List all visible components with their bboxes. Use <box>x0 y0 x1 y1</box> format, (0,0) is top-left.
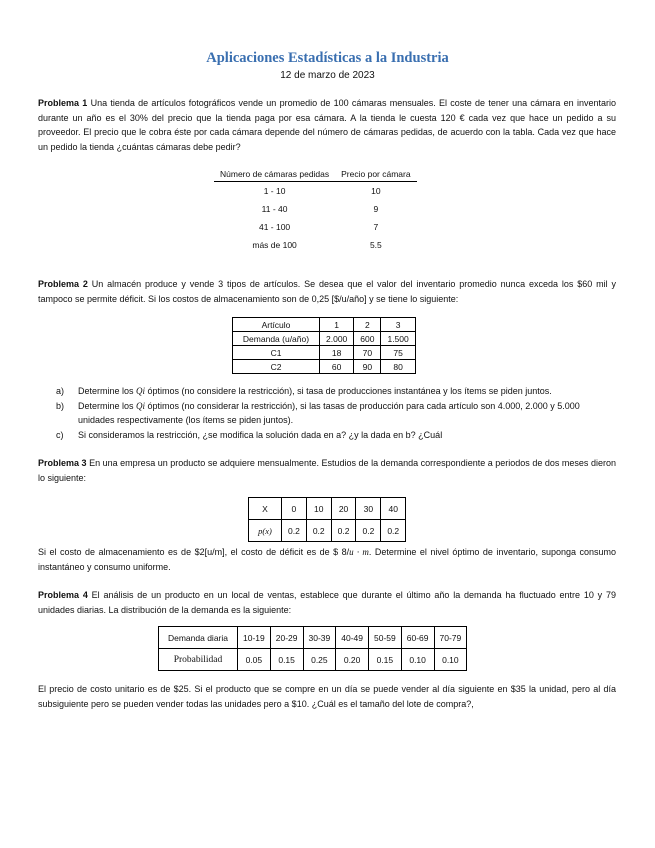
table-cell: 30 <box>356 498 381 520</box>
problem-3-label: Problema 3 <box>38 458 87 468</box>
table-cell: p(x) <box>249 520 282 542</box>
table-cell: 30-39 <box>303 627 336 649</box>
table-row <box>159 627 467 649</box>
problem-4-text <box>38 588 616 617</box>
table-cell: 0.10 <box>401 649 434 671</box>
problem-1-body: Una tienda de artículos fotográficos vende un promedio de 100 cámaras mensuales. El coste de tener una cámara en inventario durante un año es el 30% del precio que la tienda paga por esa cámara. A la tienda le cuesta 120 € cada vez que hace un pedido a su proveedor. El precio que le cobra éste por cada cámara depende del número de cámaras pedidas, de acuerdo con la tabla. Cada vez que hace un pedido la tienda ¿cuántas cámaras debe pedir? <box>38 98 616 152</box>
table-cell: 10 <box>306 498 331 520</box>
list-item <box>56 399 616 428</box>
table-cell: 41 - 100 <box>258 222 291 232</box>
table-row <box>233 332 416 346</box>
problem-3-after <box>38 545 616 574</box>
problem-4-after: El precio de costo unitario es de $25. Si el producto que se compre en un día se puede vender al día siguiente en $35 la unidad, pero al día subsiguiente pero se pueden vender todas las unidades pero a $10. ¿Cuál es el tamaño del lote de compra?, <box>38 684 616 709</box>
table-cell: 0.2 <box>356 520 381 542</box>
table-cell: 1 - 10 <box>263 186 286 196</box>
table-cell: 70-79 <box>434 627 467 649</box>
paragraph-text: Si el costo de almacenamiento es de $2[u/m], el costo de déficit es de $ 8/ <box>38 547 350 557</box>
problem-3-text <box>38 456 616 485</box>
table-cell: 20 <box>331 498 356 520</box>
table-cell: 10-19 <box>238 627 271 649</box>
list-item-text: óptimos (no considerar la restricción), si las tasas de producción para cada artículo son 4.000, 2.000 y 5.000 unidades respectivamente (los ítems se piden juntos). <box>78 400 580 425</box>
list-item-text: Determine los <box>78 400 137 411</box>
table-cell: 70 <box>354 346 381 360</box>
table-cell: 0.15 <box>369 649 402 671</box>
table-cell: C1 <box>233 346 320 360</box>
problem-4-body: El análisis de un producto en un local de ventas, establece que durante el último año la demanda ha fluctuado entre 10 y 79 unidades diarias. La distribución de la demanda es la siguiente: <box>38 590 616 615</box>
table-cell: 0 <box>282 498 307 520</box>
table-cell: 0.2 <box>282 520 307 542</box>
table-cell: 20-29 <box>270 627 303 649</box>
table-cell: 0.05 <box>238 649 271 671</box>
table-cell: 75 <box>381 346 415 360</box>
table-cell: 40 <box>381 498 406 520</box>
table-row <box>214 200 417 218</box>
problem-1-label: Problema 1 <box>38 98 88 108</box>
list-item-text: óptimos (no considere la restricción), si tasa de producciones instantánea y los ítems se piden juntos. <box>145 386 552 396</box>
list-item <box>56 428 616 443</box>
table-cell: 5.5 <box>369 240 382 250</box>
list-item-label: c) <box>56 429 64 440</box>
table-cell: Probabilidad <box>159 649 238 671</box>
problem-2-label: Problema 2 <box>38 279 88 289</box>
problem-1-table <box>214 167 417 254</box>
problem-1-text <box>38 96 616 154</box>
table-row <box>249 498 406 520</box>
math-symbol: Qi <box>136 386 146 396</box>
table-cell: 80 <box>381 360 415 374</box>
table-cell: 0.2 <box>306 520 331 542</box>
table-cell: 10 <box>371 186 381 196</box>
table-cell: 1 <box>320 318 354 332</box>
table-cell: más de 100 <box>252 240 297 250</box>
document-date: 12 de marzo de 2023 <box>280 70 375 81</box>
list-item-label: b) <box>56 400 65 411</box>
table-cell: 50-59 <box>369 627 402 649</box>
table-cell: 1.500 <box>381 332 415 346</box>
table-cell: 0.15 <box>270 649 303 671</box>
table-row <box>214 218 417 236</box>
list-item-text: Si consideramos la restricción, ¿se modifica la solución dada en a? ¿y la dada en b? ¿Cuál <box>78 429 443 440</box>
list-item-label: a) <box>56 386 65 396</box>
list-item-text: Determine los <box>78 386 137 396</box>
problem-2-items <box>56 384 616 442</box>
table-row <box>233 318 416 332</box>
table-cell: 2.000 <box>320 332 354 346</box>
math-symbol: Qi <box>136 400 146 411</box>
table-cell: 11 - 40 <box>261 204 288 214</box>
table-cell: 60-69 <box>401 627 434 649</box>
table-cell: 18 <box>320 346 354 360</box>
table-cell: 90 <box>354 360 381 374</box>
table-cell: Demanda diaria <box>159 627 238 649</box>
table-cell: X <box>249 498 282 520</box>
table-header: Precio por cámara <box>335 167 416 182</box>
table-row <box>214 236 417 254</box>
problem-3-table <box>248 497 406 542</box>
table-cell: 0.2 <box>381 520 406 542</box>
table-row <box>249 520 406 542</box>
problem-2-table <box>232 317 416 374</box>
table-cell: 60 <box>320 360 354 374</box>
table-cell: 0.20 <box>336 649 369 671</box>
table-cell: 2 <box>354 318 381 332</box>
table-cell: 40-49 <box>336 627 369 649</box>
table-cell: Artículo <box>233 318 320 332</box>
table-cell: 0.25 <box>303 649 336 671</box>
math-symbol: u · m <box>349 547 369 557</box>
table-cell: 600 <box>354 332 381 346</box>
table-header: Número de cámaras pedidas <box>214 167 335 182</box>
list-item <box>56 384 616 399</box>
table-row <box>159 649 467 671</box>
document-title: Aplicaciones Estadísticas a la Industria <box>206 50 449 66</box>
paragraph-text: . Determine el nivel óptimo de inventario, suponga consumo instantáneo y consumo uniforme. <box>38 547 617 572</box>
table-cell: C2 <box>233 360 320 374</box>
problem-4-table <box>158 626 467 671</box>
table-cell: Demanda (u/año) <box>233 332 320 346</box>
table-cell: 0.2 <box>331 520 356 542</box>
problem-4-label: Problema 4 <box>38 590 88 600</box>
table-row <box>233 360 416 374</box>
table-row <box>233 346 416 360</box>
problem-3-body: En una empresa un producto se adquiere mensualmente. Estudios de la demanda correspondiente a periodos de dos meses dieron lo siguiente: <box>38 458 616 483</box>
table-cell: 7 <box>373 222 379 232</box>
table-cell: 3 <box>381 318 415 332</box>
problem-2-body: Un almacén produce y vende 3 tipos de artículos. Se desea que el valor del inventario promedio nunca exceda los $60 mil y tampoco se permite déficit. Si los costos de almacenamiento son de 0,25 [$/u/año] y se tiene lo siguiente: <box>38 279 616 304</box>
table-cell: 9 <box>373 204 379 214</box>
problem-2-text <box>38 277 616 306</box>
table-row <box>214 182 417 201</box>
table-cell: 0.10 <box>434 649 467 671</box>
